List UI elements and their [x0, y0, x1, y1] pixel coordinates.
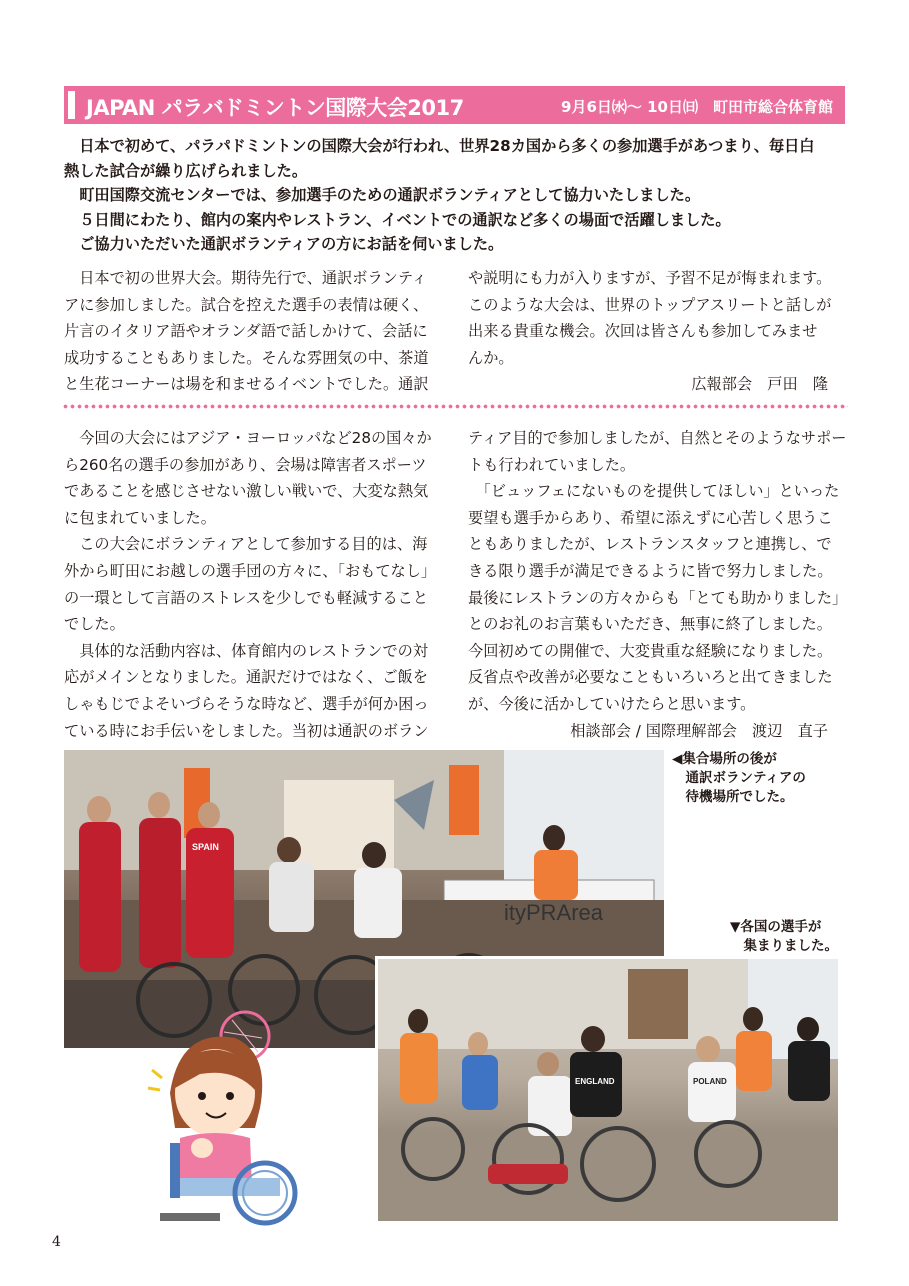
text-line: 片言のイタリア語やオランダ語で話しかけて、会話に — [64, 322, 428, 341]
text-line: 日本で初の世界大会。期待先行で、通訳ボランティ — [64, 269, 427, 287]
text-line: や説明にも力が入りますが、予習不足が悔まれます。 — [468, 269, 832, 287]
text-line: 反省点や改善が必要なこともいろいろと出てきました — [468, 668, 833, 687]
photo2-shirt-text-england: ENGLAND — [575, 1077, 615, 1086]
photo-athletes-gathered — [375, 956, 841, 1224]
intro-line: 日本で初めて、パラパドミントンの国際大会が行われ、世界28カ国から多くの参加選手があつまり、毎日白 — [64, 137, 815, 155]
text-line: この大会にボランティアとして参加する目的は、海 — [64, 535, 428, 554]
dotted-divider — [62, 404, 848, 409]
text-line: 今回の大会にはアジア・ヨーロッパなど28の国々か — [64, 429, 432, 447]
article2-right-column — [468, 425, 850, 744]
photo1-caption — [672, 750, 806, 807]
text-line: ら260名の選手の参加があり、会場は障害者スポーツ — [64, 455, 427, 474]
photo2-caption — [730, 918, 838, 956]
intro-line: 熱した試合が繰り広げられました。 — [64, 161, 307, 180]
article1-right-column — [468, 265, 846, 398]
text-line: このような大会は、世界のトップアスリートと話しが — [468, 295, 832, 314]
caption-line: ▼各国の選手が — [730, 919, 822, 935]
text-line: 出来る貴重な機会。次回は皆さんも参加してみませ — [468, 322, 818, 341]
text-line: でした。 — [64, 615, 125, 634]
intro-line: ５日間にわたり、館内の案内やレストラン、イベントでの通訳など多くの場面で活躍しました。 — [64, 210, 731, 229]
text-line: 「ビュッフェにないものを提供してほしい」といった — [468, 482, 840, 501]
text-line: 応がメインとなりました。通訳だけではなく、ご飯を — [64, 668, 428, 687]
photo2-shirt-text-poland: POLAND — [693, 1077, 727, 1086]
event-date-venue: 9月6日㈬〜 10日㈰ 町田市総合体育館 — [561, 98, 833, 116]
event-title: JAPAN パラバドミントン国際大会2017 — [86, 96, 464, 120]
text-line: 要望も選手からあり、希望に添えずに心苦しく思うこ — [468, 508, 833, 527]
caption-line: 待機場所でした。 — [672, 789, 794, 805]
photo1-shirt-text: SPAIN — [192, 842, 219, 852]
text-line: きる限り選手が満足できるように皆で努力しました。 — [468, 561, 833, 580]
text-line: ている時にお手伝いをしました。当初は通訳のボラン — [64, 721, 429, 740]
article1-left-column — [64, 265, 449, 398]
intro-line: 町田国際交流センターでは、参加選手のための通訳ボランティアとして協力いたしました。 — [64, 186, 701, 204]
text-line: に包まれていました。 — [64, 508, 216, 527]
banner-bar-accent — [68, 91, 75, 119]
photo1-banner-text: ityPRArea — [504, 900, 604, 925]
text-line: 今回初めての開催で、大変貴重な経験になりました。 — [468, 641, 833, 660]
article2-author: 相談部会 / 国際理解部会 渡辺 直子 — [570, 721, 828, 740]
caption-line: 集まりました。 — [730, 938, 838, 954]
text-line: しゃもじでよそいづらそうな時など、選手が何か困っ — [64, 694, 429, 713]
text-line: アに参加しました。試合を控えた選手の表情は硬く、 — [64, 295, 429, 314]
text-line: ティア目的で参加しましたが、自然とそのようなサポー — [468, 429, 847, 447]
article1-author: 広報部会 戸田 隆 — [691, 375, 828, 394]
article2-left-column — [64, 425, 449, 744]
title-banner — [64, 86, 845, 124]
photo-athletes-illustration — [378, 959, 838, 1221]
text-line: ともありましたが、レストランスタッフと連携し、で — [468, 535, 832, 554]
wheelchair-player-illustration — [140, 998, 380, 1228]
intro-text — [64, 134, 850, 257]
text-line: の一環として言語のストレスを少しでも軽減すること — [64, 588, 429, 607]
text-line: 外から町田にお越しの選手団の方々に、「おもてなし」 — [64, 561, 437, 580]
text-line: んか。 — [468, 348, 514, 367]
text-line: 最後にレストランの方々からも「とても助かりました」 — [468, 588, 848, 607]
text-line: であることを感じさせない激しい戦いで、大変な熱気 — [64, 482, 429, 501]
text-line: 具体的な活動内容は、体育館内のレストランでの対 — [64, 641, 429, 660]
caption-line: ◀集合場所の後が — [672, 751, 777, 767]
caption-line: 通訳ボランティアの — [672, 770, 806, 786]
text-line: が、今後に活かしていけたらと思います。 — [468, 694, 756, 713]
text-line: 成功することもありました。そんな雰囲気の中、茶道 — [64, 348, 429, 367]
intro-line: ご協力いただいた通訳ボランティアの方にお話を伺いました。 — [64, 235, 504, 253]
page-number: 4 — [52, 1234, 61, 1250]
text-line: とのお礼のお言葉もいただき、無事に終了しました。 — [468, 615, 832, 634]
text-line: と生花コーナーは場を和ませるイベントでした。通訳 — [64, 375, 429, 394]
text-line: トも行われていました。 — [468, 455, 636, 474]
